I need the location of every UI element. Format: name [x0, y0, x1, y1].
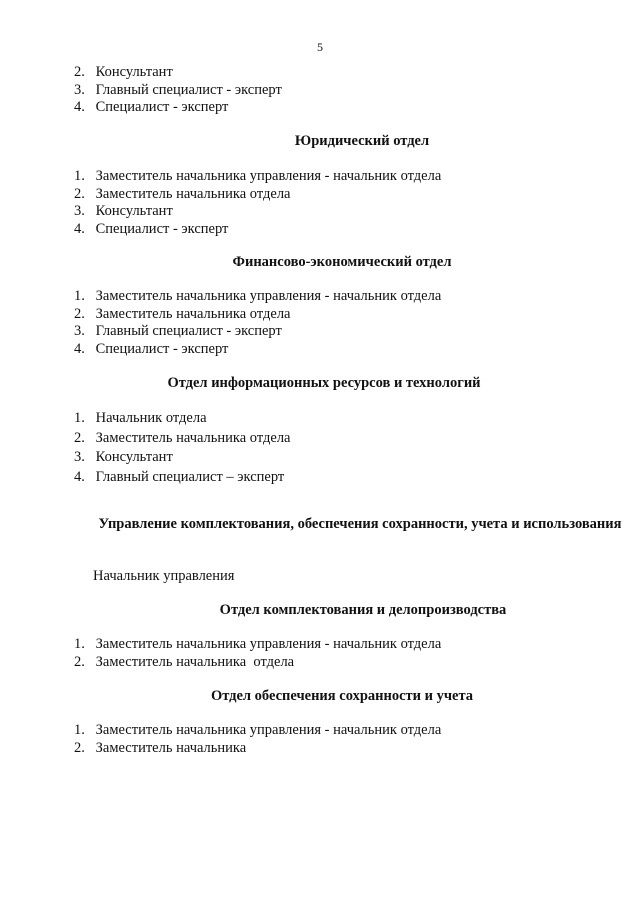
section-title-preservation: Отдел обеспечения сохранности и учета [210, 688, 474, 704]
list-item: 2. Заместитель начальника отдела [74, 653, 295, 670]
legal-list [74, 168, 441, 238]
list-item: 1. Начальник отдела [74, 410, 207, 426]
list-item: 4. Специалист - эксперт [74, 220, 229, 237]
list-item: 1. Заместитель начальника управления - начальник отдела [74, 722, 442, 738]
it-list [74, 409, 291, 487]
continuation-list [74, 64, 282, 117]
list-item: 1. Заместитель начальника управления - начальник отдела [74, 168, 442, 184]
section-title-legal: Юридический отдел [294, 133, 430, 149]
finance-list [74, 288, 441, 358]
page-number: 5 [317, 40, 323, 54]
section-title-finance: Финансово-экономический отдел [232, 254, 452, 270]
records-list [74, 636, 441, 671]
list-item: 3. Консультант [74, 203, 173, 219]
list-item: 1. Заместитель начальника управления - начальник отдела [74, 288, 442, 304]
list-item: 2. Заместитель начальника отдела [74, 305, 291, 322]
section-title-management: Управление комплектования, обеспечения сохранности, учета и использования [98, 516, 622, 532]
list-item: 2. Заместитель начальника [74, 739, 247, 756]
section-title-it: Отдел информационных ресурсов и технологий [167, 375, 481, 391]
list-item: 4. Специалист - эксперт [74, 340, 229, 357]
list-item: 3. Главный специалист - эксперт [74, 81, 282, 98]
list-item: 2. Консультант [74, 64, 173, 80]
list-item: 1. Заместитель начальника управления - начальник отдела [74, 636, 442, 652]
preservation-list [74, 722, 441, 757]
list-item: 2. Заместитель начальника отдела [74, 429, 291, 446]
section-title-records: Отдел комплектования и делопроизводства [219, 602, 507, 618]
list-item: 3. Консультант [74, 449, 173, 466]
management-head: Начальник управления [93, 568, 235, 584]
list-item: 3. Главный специалист - эксперт [74, 323, 282, 339]
list-item: 2. Заместитель начальника отдела [74, 185, 291, 202]
list-item: 4. Специалист - эксперт [74, 99, 229, 115]
list-item: 4. Главный специалист – эксперт [74, 468, 285, 485]
